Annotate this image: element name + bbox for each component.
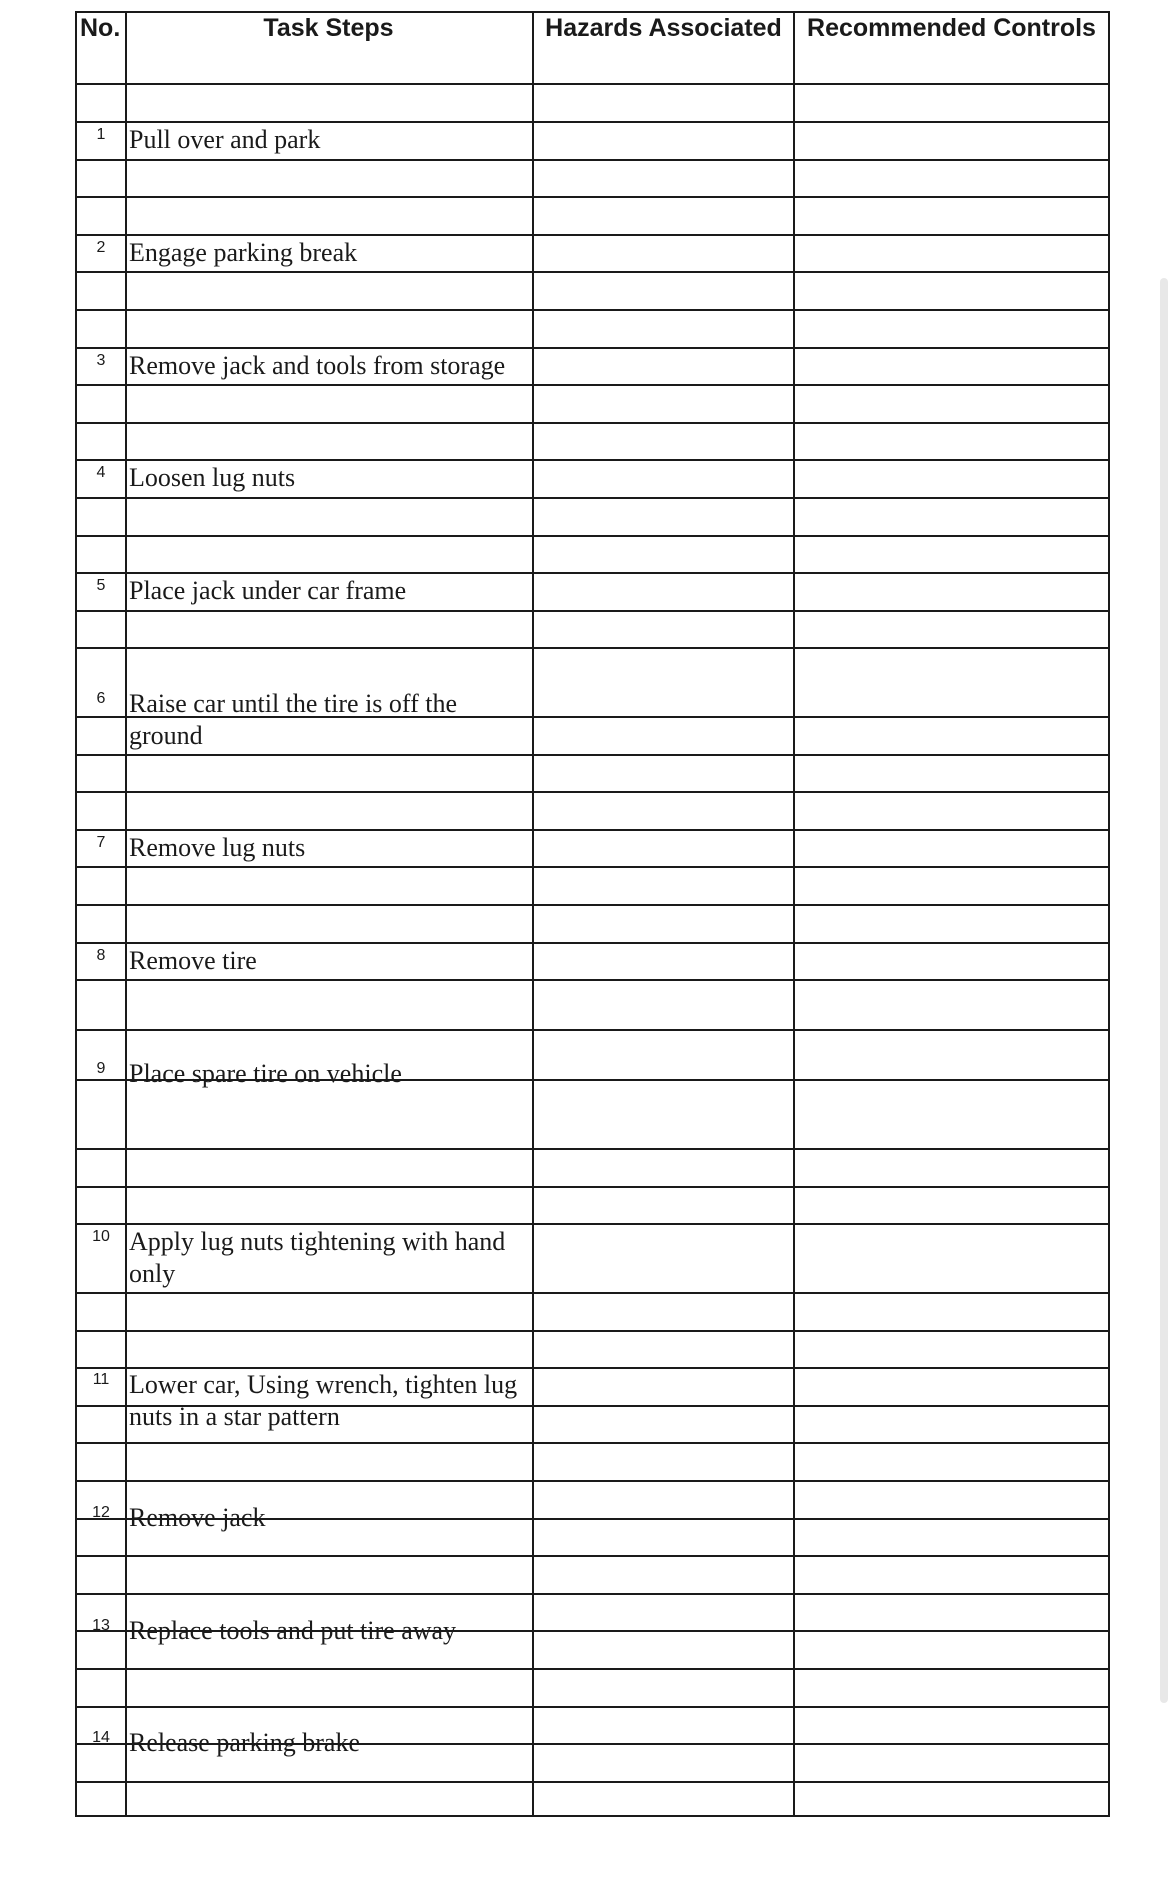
- step-text: Remove tire: [129, 946, 257, 975]
- row-divider: [77, 829, 1108, 831]
- row-divider: [77, 1148, 1108, 1150]
- row-divider: [77, 83, 1108, 85]
- hazard-analysis-table: [75, 11, 1110, 1817]
- step-number: 13: [92, 1617, 110, 1634]
- row-divider: [77, 1292, 1108, 1294]
- step-number: 2: [96, 239, 106, 256]
- step-number: 3: [96, 352, 106, 369]
- row-divider: [77, 309, 1108, 311]
- step-text: Remove jack: [129, 1503, 266, 1532]
- row-divider: [77, 754, 1108, 756]
- step-number: 14: [92, 1729, 110, 1746]
- row-divider: [77, 497, 1108, 499]
- step-number: 11: [92, 1371, 110, 1388]
- step-number: 4: [96, 464, 106, 481]
- step-text: Loosen lug nuts: [129, 463, 296, 492]
- row-divider: [77, 1186, 1108, 1188]
- row-divider: [77, 1442, 1108, 1444]
- row-divider: [77, 1330, 1108, 1332]
- step-number: 9: [96, 1060, 106, 1077]
- step-number: 5: [96, 577, 106, 594]
- row-divider: [77, 271, 1108, 273]
- step-text: Replace tools and put tire away: [129, 1616, 457, 1645]
- row-divider: [77, 1029, 1108, 1031]
- step-text: Remove jack and tools from storage: [129, 351, 506, 380]
- step-number: 6: [96, 690, 106, 707]
- row-divider: [77, 1781, 1108, 1783]
- header-no: No.: [80, 14, 121, 42]
- row-divider: [77, 572, 1108, 574]
- step-number: 8: [96, 947, 106, 964]
- row-divider: [77, 1480, 1108, 1482]
- row-divider: [77, 866, 1108, 868]
- column-divider: [793, 13, 795, 1815]
- header-hazards: Hazards Associated: [545, 14, 782, 42]
- row-divider: [77, 234, 1108, 236]
- column-divider: [532, 13, 534, 1815]
- step-number: 7: [96, 834, 106, 851]
- step-text: Place spare tire on vehicle: [129, 1059, 402, 1088]
- row-divider: [77, 979, 1108, 981]
- step-number: 1: [96, 126, 106, 143]
- header-task-steps: Task Steps: [263, 14, 394, 42]
- row-divider: [77, 791, 1108, 793]
- row-divider: [77, 1706, 1108, 1708]
- row-divider: [77, 159, 1108, 161]
- step-text: Pull over and park: [129, 125, 321, 154]
- scrollbar[interactable]: [1160, 278, 1168, 1703]
- header-recommended-controls: Recommended Controls: [807, 14, 1096, 42]
- row-divider: [77, 121, 1108, 123]
- row-divider: [77, 535, 1108, 537]
- row-divider: [77, 384, 1108, 386]
- row-divider: [77, 347, 1108, 349]
- row-divider: [77, 422, 1108, 424]
- column-divider: [125, 13, 127, 1815]
- step-number: 12: [92, 1504, 110, 1521]
- step-text: Release parking brake: [129, 1728, 361, 1757]
- step-number: 10: [92, 1228, 110, 1245]
- step-text: Apply lug nuts tightening with hand only: [129, 1227, 506, 1288]
- step-text: Remove lug nuts: [129, 833, 306, 862]
- row-divider: [77, 904, 1108, 906]
- row-divider: [77, 1223, 1108, 1225]
- row-divider: [77, 942, 1108, 944]
- step-text: Raise car until the tire is off the ground: [129, 689, 458, 750]
- row-divider: [77, 1555, 1108, 1557]
- row-divider: [77, 1593, 1108, 1595]
- row-divider: [77, 459, 1108, 461]
- step-text: Lower car, Using wrench, tighten lug nuts in a star pattern: [129, 1370, 518, 1431]
- step-text: Place jack under car frame: [129, 576, 407, 605]
- row-divider: [77, 1668, 1108, 1670]
- row-divider: [77, 610, 1108, 612]
- row-divider: [77, 196, 1108, 198]
- row-divider: [77, 647, 1108, 649]
- step-text: Engage parking break: [129, 238, 358, 267]
